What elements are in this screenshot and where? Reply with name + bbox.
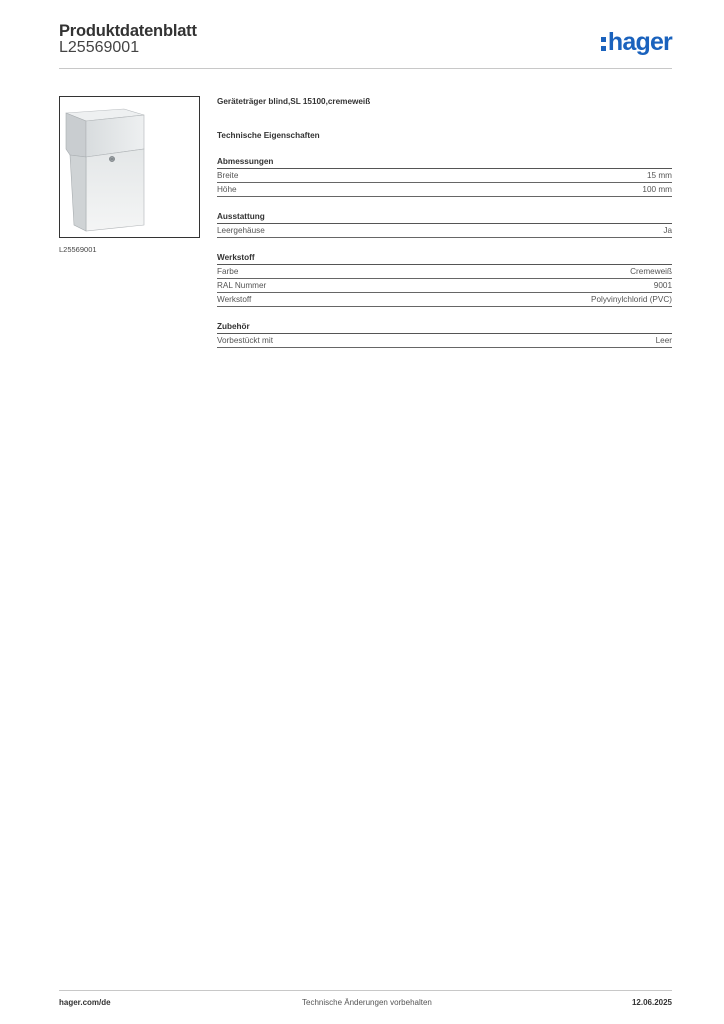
property-row [217, 279, 672, 293]
product-id: L25569001 [59, 39, 140, 56]
property-row [217, 169, 672, 183]
property-value: 100 mm [642, 185, 672, 194]
section-zubehoer [217, 321, 672, 348]
property-value: 9001 [653, 281, 672, 290]
section-title: Abmessungen [217, 156, 672, 169]
section-title: Ausstattung [217, 211, 672, 224]
property-key: Leergehäuse [217, 226, 265, 235]
property-row [217, 293, 672, 307]
footer-divider [59, 990, 672, 991]
footer-notice: Technische Änderungen vorbehalten [302, 998, 432, 1007]
property-value: Polyvinylchlorid (PVC) [591, 295, 672, 304]
property-key: Vorbestückt mit [217, 336, 273, 345]
property-value: Cremeweiß [630, 267, 672, 276]
technical-properties-heading: Technische Eigenschaften [217, 131, 320, 140]
logo-dots-icon [601, 37, 606, 51]
product-image [59, 96, 200, 238]
section-werkstoff [217, 252, 672, 307]
property-key: Werkstoff [217, 295, 252, 304]
section-ausstattung [217, 211, 672, 238]
hager-logo [601, 27, 672, 57]
device-carrier-illustration [60, 97, 199, 237]
property-row [217, 265, 672, 279]
footer-date: 12.06.2025 [631, 998, 672, 1007]
header-divider [59, 68, 672, 69]
property-row [217, 224, 672, 238]
section-title: Werkstoff [217, 252, 672, 265]
footer-website-link[interactable]: hager.com/de [59, 998, 111, 1007]
property-row [217, 183, 672, 197]
logo-text: hager [607, 27, 672, 56]
properties-panel [217, 96, 672, 348]
image-caption: L25569001 [59, 245, 97, 254]
property-row [217, 334, 672, 348]
page-title: Produktdatenblatt [59, 22, 197, 40]
section-abmessungen [217, 156, 672, 197]
section-title: Zubehör [217, 321, 672, 334]
property-key: Höhe [217, 185, 237, 194]
property-key: RAL Nummer [217, 281, 267, 290]
property-value: Leer [655, 336, 672, 345]
property-key: Farbe [217, 267, 239, 276]
product-title: Geräteträger blind,SL 15100,cremeweiß [217, 97, 371, 106]
property-value: Ja [663, 226, 672, 235]
property-key: Breite [217, 171, 239, 180]
property-value: 15 mm [646, 171, 672, 180]
